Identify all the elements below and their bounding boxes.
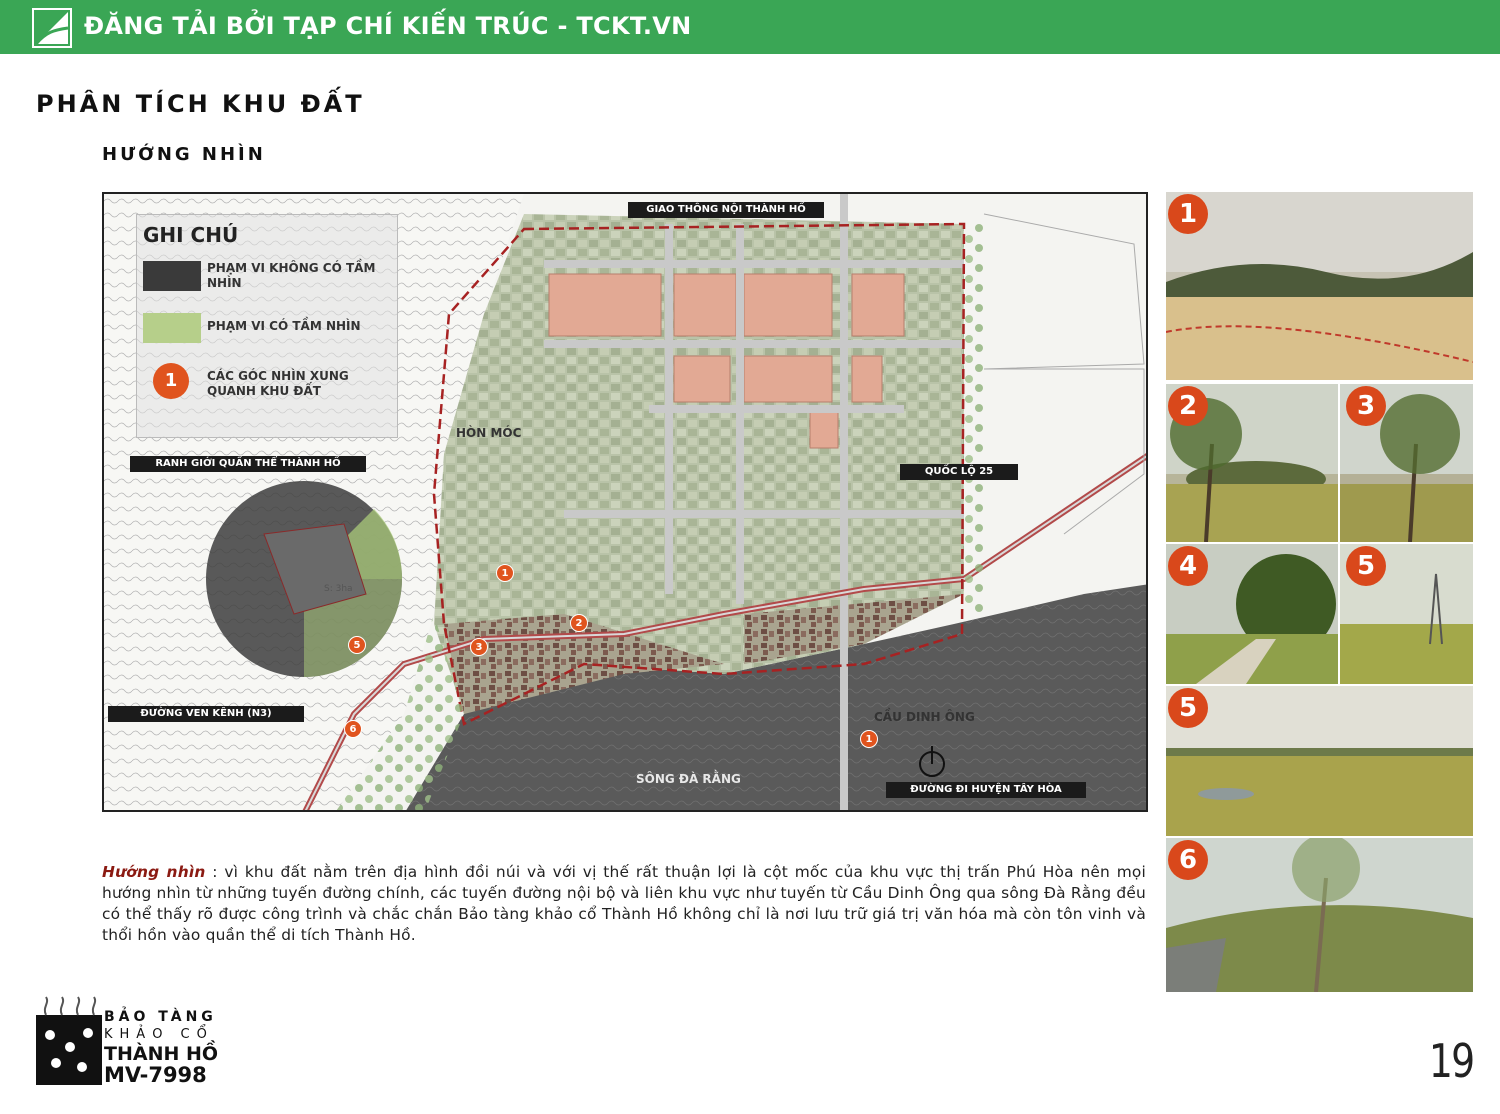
description-text: : vì khu đất nằm trên địa hình đồi núi và với vị thế rất thuận lợi là cột mốc của khu vực thị trấn Phú Hòa nên mọi hướng nhìn từ những tuyến đường chính, các tuyến đường nội bộ và liên khu vực như tuyến từ Cầu Dinh Ông qua sông Đà Rằng đều có thể thấy rõ được công trình và chắc chắn Bảo tàng khảo cổ Thành Hồ không chỉ là nơi lưu trữ giá trị văn hóa mà còn tôn vinh và thổi hồn vào quần thể di tích Thành Hồ. (102, 863, 1147, 944)
viewpoint-marker[interactable]: 1 (496, 564, 514, 582)
photo-3 (1340, 384, 1473, 542)
legend-title: GHI CHÚ (143, 223, 239, 247)
photo-number-badge: 3 (1346, 386, 1386, 426)
page-number: 19 (1429, 1034, 1474, 1088)
label-song-da-rang: SÔNG ĐÀ RẰNG (636, 772, 741, 786)
description-paragraph (102, 862, 1146, 946)
viewpoint-marker[interactable]: 3 (470, 638, 488, 656)
viewpoint-marker[interactable]: 1 (860, 730, 878, 748)
museum-logo (36, 995, 219, 1087)
photo-5a (1340, 544, 1473, 684)
label-area: S: 3ha (324, 584, 353, 594)
site-map (102, 192, 1148, 812)
logo-line-4: MV-7998 (104, 1063, 207, 1087)
viewpoint-marker[interactable]: 2 (570, 614, 588, 632)
photo-6-image (1166, 838, 1473, 992)
tag-quoc-lo-25: QUỐC LỘ 25 (900, 464, 1018, 480)
photo-number-badge: 4 (1168, 546, 1208, 586)
photo-5b (1166, 686, 1473, 836)
legend-label-viewpoints: CÁC GÓC NHÌN XUNG QUANH KHU ĐẤT (207, 369, 349, 398)
tckt-logo-icon (32, 8, 72, 48)
photo-1 (1166, 192, 1473, 380)
legend-label-view: PHẠM VI CÓ TẦM NHÌN (207, 319, 361, 333)
photo-4 (1166, 544, 1338, 684)
logo-line-2: KHẢO CỔ (104, 1027, 214, 1042)
banner-text: ĐĂNG TẢI BỞI TẠP CHÍ KIẾN TRÚC - TCKT.VN (84, 12, 692, 40)
legend-swatch-no-view (143, 261, 201, 291)
logo-line-3: THÀNH HỒ (104, 1043, 219, 1065)
museum-logo-mark-icon (36, 995, 104, 1087)
logo-line-1: BẢO TÀNG (104, 1009, 217, 1025)
viewpoint-marker[interactable]: 5 (348, 636, 366, 654)
page-title: PHÂN TÍCH KHU ĐẤT (36, 90, 365, 118)
photo-number-badge: 1 (1168, 194, 1208, 234)
tag-ranh-gioi-quan-the: RANH GIỚI QUẦN THỂ THÀNH HỒ (130, 456, 366, 472)
photo-2 (1166, 384, 1338, 542)
tag-duong-ven-kenh: ĐƯỜNG VEN KÊNH (N3) (108, 706, 304, 722)
photo-number-badge: 5 (1346, 546, 1386, 586)
tag-duong-di-huyen-tay-hoa: ĐƯỜNG ĐI HUYỆN TÂY HÒA (886, 782, 1086, 798)
top-banner (0, 0, 1500, 54)
map-legend (136, 214, 398, 438)
legend-swatch-view (143, 313, 201, 343)
photo-number-badge: 6 (1168, 840, 1208, 880)
photo-6 (1166, 838, 1473, 992)
photo-number-badge: 2 (1168, 386, 1208, 426)
photo-number-badge: 5 (1168, 688, 1208, 728)
photo-1-image (1166, 192, 1473, 380)
description-keyword: Hướng nhìn (102, 863, 206, 881)
viewpoint-marker[interactable]: 6 (344, 720, 362, 738)
photo-5b-image (1166, 686, 1473, 836)
section-title: HƯỚNG NHÌN (102, 144, 266, 165)
tag-giao-thong-noi-thanh-ho: GIAO THÔNG NỘI THÀNH HỒ (628, 202, 824, 218)
label-cau-dinh-ong: CẦU DINH ÔNG (874, 710, 975, 724)
legend-viewpoint-marker: 1 (153, 363, 189, 399)
legend-label-no-view: PHẠM VI KHÔNG CÓ TẦM NHÌN (207, 261, 376, 290)
label-hon-moc: HÒN MÓC (456, 426, 522, 440)
